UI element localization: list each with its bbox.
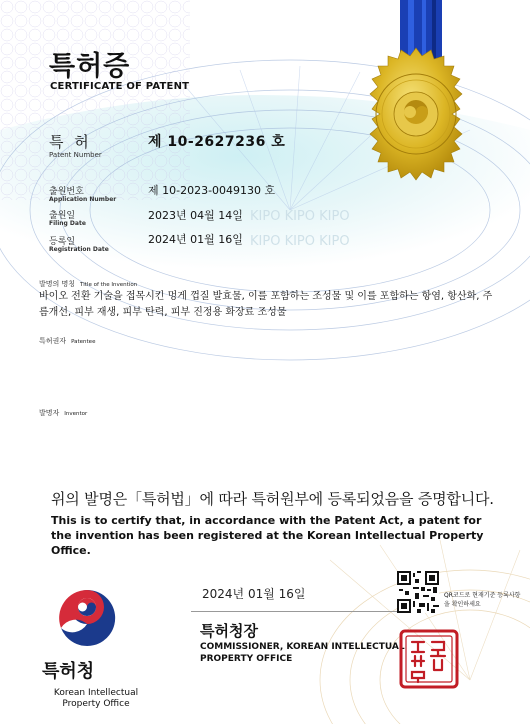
registration-label-ko: 등록일 — [49, 237, 76, 247]
invention-label-en: Title of the Invention — [80, 282, 138, 288]
certificate-title-en: CERTIFICATE OF PATENT — [50, 81, 190, 92]
gold-seal — [346, 44, 486, 184]
office-name-ko: 특허청 — [42, 661, 95, 682]
inventor-label-ko: 발명자 — [39, 409, 60, 417]
invention-label — [39, 279, 137, 289]
inventor-label-en: Inventor — [64, 411, 88, 417]
kipo-logo-icon — [53, 584, 121, 652]
application-label-ko: 출원번호 — [49, 187, 84, 197]
issue-date: 2024년 01월 16일 — [202, 587, 306, 601]
patent-label-ko: 특 허 — [49, 133, 92, 151]
filing-date: 2023년 04월 14일 — [148, 209, 243, 222]
commissioner-title-ko: 특허청장 — [200, 622, 258, 640]
patent-label-en: Patent Number — [49, 151, 102, 159]
registration-label-en: Registration Date — [49, 246, 109, 253]
application-label-en: Application Number — [49, 196, 117, 203]
kipo-watermark: KIPO KIPO KIPO — [250, 209, 350, 224]
qr-instruction: QR코드로 현재기준 등록사항을 확인하세요 — [444, 592, 521, 608]
invention-label-ko: 발명의 명칭 — [39, 280, 76, 288]
svg-text:KIPO KIPO KIPO: KIPO KIPO KIPO — [250, 234, 350, 249]
inventor-label — [39, 408, 87, 418]
signature-divider — [191, 611, 421, 612]
office-name-en: Korean Intellectual Property Office — [53, 688, 139, 709]
invention-title: 바이오 전환 기술을 접목시킨 멍게 껍질 발효물, 이를 포함하는 조성물 및 이를 포함하는 항염, 항산화, 주름개선, 피부 재생, 피부 탄력, 피부 진정용 화장료 조성물 — [39, 291, 493, 318]
filing-label-en: Filing Date — [49, 220, 86, 227]
patentee-label-en: Patentee — [71, 339, 96, 345]
qr-code[interactable] — [397, 571, 439, 613]
certificate-title-ko: 특허증 — [49, 51, 131, 82]
filing-label-ko: 출원일 — [49, 211, 76, 221]
application-number: 제 10-2023-0049130 호 — [148, 184, 276, 197]
official-stamp — [398, 628, 460, 690]
patentee-label — [39, 336, 95, 346]
certification-text-en: This is to certify that, in accordance with the Patent Act, a patent for the invention has been registered at the Korean Intellectual Property Office. — [51, 514, 484, 557]
patentee-label-ko: 특허권자 — [39, 337, 67, 345]
certification-text-ko: 위의 발명은「특허법」에 따라 특허원부에 등록되었음을 증명합니다. — [51, 490, 494, 508]
patent-number: 제 10-2627236 호 — [148, 134, 286, 150]
registration-date: 2024년 01월 16일 — [148, 233, 243, 246]
commissioner-title-en: COMMISSIONER, KOREAN INTELLECTUAL PROPERTY OFFICE — [200, 642, 405, 664]
